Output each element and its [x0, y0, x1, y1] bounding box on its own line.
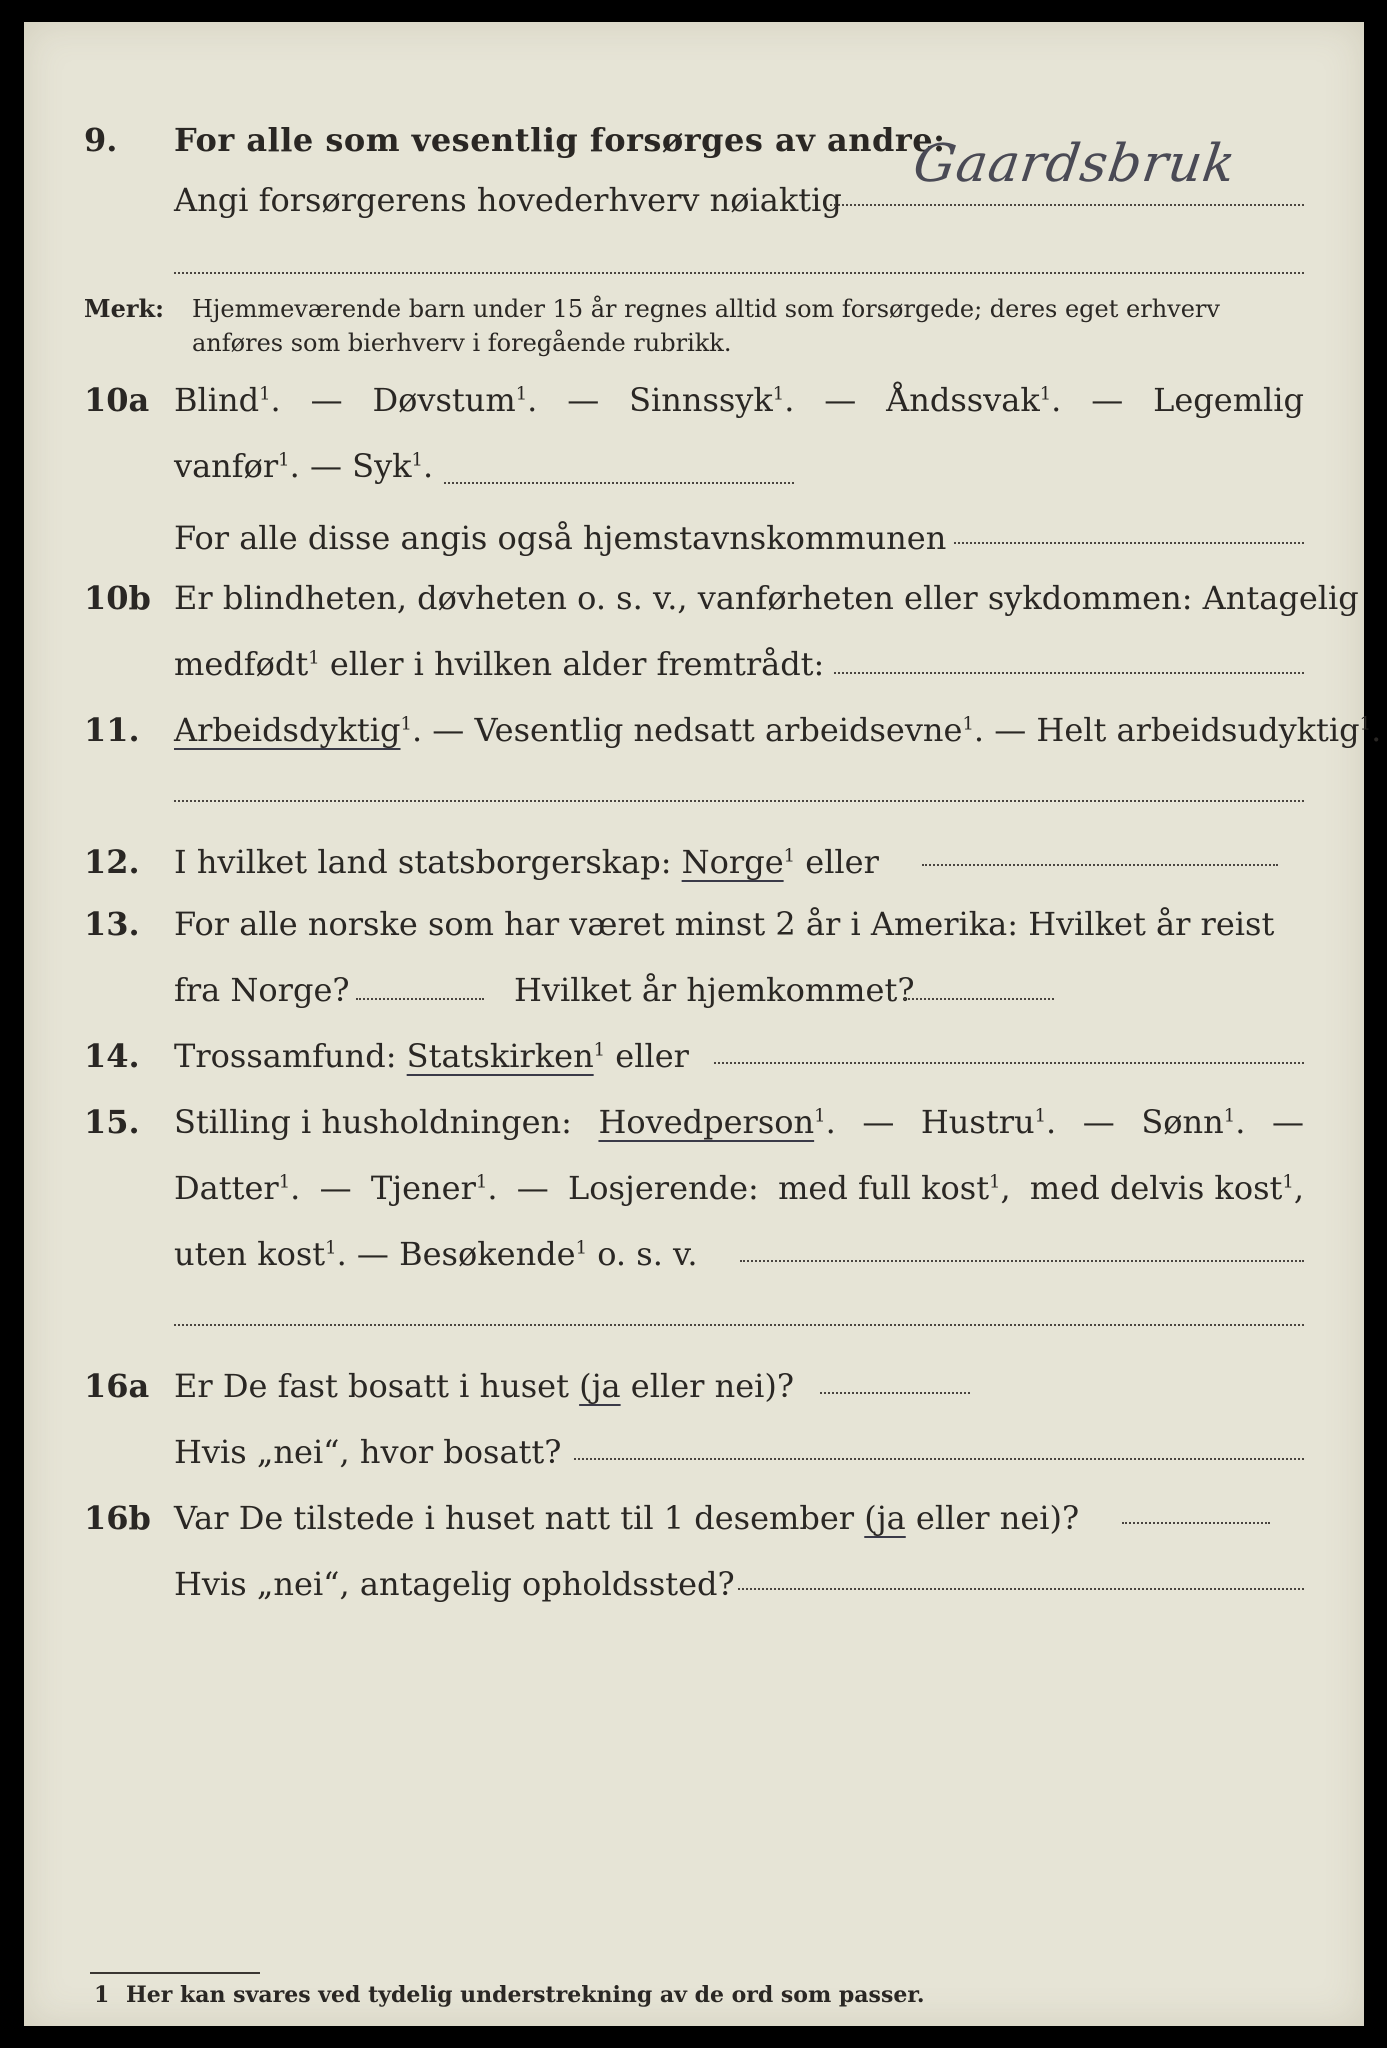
opt-nedsatt[interactable]: Vesentlig nedsatt arbeidsevne: [474, 711, 963, 749]
q16a-hvis-nei: Hvis „nei“, hvor bosatt?: [174, 1433, 562, 1471]
opt-medfodt[interactable]: medfødt: [174, 645, 309, 683]
opt-udyktig[interactable]: Helt arbeidsudyktig: [1036, 711, 1360, 749]
q15-answer-line[interactable]: [740, 1260, 1304, 1262]
footnote-text: Her kan svares ved tydelig understrekning av de ord som passer.: [126, 1982, 925, 2008]
q13-reist-line[interactable]: [356, 998, 484, 1000]
opt-statskirken[interactable]: Statskirken: [406, 1037, 594, 1075]
q13-reist: fra Norge?: [174, 971, 350, 1009]
opt-tjener[interactable]: Tjener: [370, 1169, 476, 1207]
q16a-answer-line[interactable]: [820, 1392, 970, 1394]
q10b-text1: Er blindheten, døvheten o. s. v., vanførheten eller sykdommen: Antagelig: [174, 579, 1359, 617]
q14-answer-line[interactable]: [714, 1062, 1304, 1064]
q10a-number: 10a: [84, 381, 150, 419]
q15-number: 15.: [84, 1103, 140, 1141]
q13-text1: For alle norske som har været minst 2 år i Amerika: Hvilket år reist: [174, 905, 1275, 943]
q16a-nei: eller nei)?: [630, 1367, 795, 1405]
q9-question: Angi forsørgerens hovederhverv nøiaktig: [174, 181, 842, 219]
q9-extra-line[interactable]: [174, 272, 1304, 274]
q10a-options: Blind$^1$. — Døvstum$^1$. — Sinnssyk$^1$. — Åndssvak$^1$. — Legemlig: [174, 381, 1304, 419]
q13-number: 13.: [84, 905, 140, 943]
q15-text: Stilling i husholdningen:: [174, 1103, 572, 1141]
q10b-text2: eller i hvilken alder fremtrådt:: [329, 645, 825, 683]
opt-dovstum[interactable]: Døvstum: [372, 381, 516, 419]
q9-answer-line[interactable]: [830, 204, 1304, 206]
q12-answer-line[interactable]: [922, 864, 1278, 866]
opt-delvis-kost[interactable]: med delvis kost: [1029, 1169, 1283, 1207]
merk-text-1: Hjemmeværende barn under 15 år regnes alltid som forsørgede; deres eget erhverv: [192, 295, 1220, 323]
q12-text: I hvilket land statsborgerskap:: [174, 843, 672, 881]
q13-hjemkommet: Hvilket år hjemkommet?: [514, 971, 915, 1009]
q9-handwritten-answer: Gaardsbruk: [909, 134, 1240, 194]
opt-datter[interactable]: Datter: [174, 1169, 279, 1207]
q11-number: 11.: [84, 711, 140, 749]
opt-hustru[interactable]: Hustru: [920, 1103, 1035, 1141]
opt-uten-kost[interactable]: uten kost: [174, 1235, 326, 1273]
q15-extra-line[interactable]: [174, 1324, 1304, 1326]
opt-besokende[interactable]: Besøkende: [399, 1235, 576, 1273]
q9-title: For alle som vesentlig forsørges av andre:: [174, 121, 946, 159]
q16b-number: 16b: [84, 1499, 151, 1537]
q16b-opholdssted-line[interactable]: [738, 1588, 1304, 1590]
q16a-bosatt-line[interactable]: [574, 1458, 1304, 1460]
q14-text: Trossamfund:: [174, 1037, 397, 1075]
footnote: [94, 1982, 925, 2008]
q16b-hvis-nei: Hvis „nei“, antagelig opholdssted?: [174, 1565, 735, 1603]
opt-vanfor[interactable]: vanfør: [174, 447, 279, 485]
q16a-number: 16a: [84, 1367, 150, 1405]
opt-sinnssyk[interactable]: Sinnssyk: [629, 381, 773, 419]
opt-arbeidsdyktig[interactable]: Arbeidsdyktig: [174, 711, 401, 749]
opt-blind[interactable]: Blind: [174, 381, 260, 419]
opt-hovedperson[interactable]: Hovedperson: [598, 1103, 815, 1141]
merk-label: Merk:: [84, 294, 164, 323]
opt-16a-ja[interactable]: (ja: [579, 1367, 621, 1405]
q14-tail: eller: [615, 1037, 689, 1075]
q10a-syk-line[interactable]: [444, 482, 794, 484]
q10a-hjemstavn-line[interactable]: [954, 542, 1304, 544]
q12-tail: eller: [805, 843, 879, 881]
opt-syk[interactable]: Syk: [352, 447, 412, 485]
q12-number: 12.: [84, 843, 140, 881]
opt-norge[interactable]: Norge: [681, 843, 784, 881]
q10b-number: 10b: [84, 579, 151, 617]
footnote-rule: [90, 1972, 260, 1974]
q13-hjemkommet-line[interactable]: [904, 998, 1054, 1000]
opt-legemlig[interactable]: Legemlig: [1153, 381, 1304, 419]
opt-losjerende[interactable]: Losjerende:: [567, 1169, 759, 1207]
q11-extra-line[interactable]: [174, 800, 1304, 802]
merk-text-2: anføres som bierhverv i foregående rubrikk.: [192, 329, 732, 357]
footnote-mark: 1: [94, 1982, 110, 2008]
opt-andssvak[interactable]: Åndssvak: [886, 381, 1040, 419]
q14-number: 14.: [84, 1037, 140, 1075]
opt-sonn[interactable]: Sønn: [1141, 1103, 1224, 1141]
q16a-text: Er De fast bosatt i huset: [174, 1367, 569, 1405]
census-form-page: 9. For alle som vesentlig forsørges av andre: Angi forsørgerens hovederhverv nøiaktig Gaardsbruk Merk: Hjemmeværende barn under 15 år regnes alltid som forsørgede; deres eget erhverv anføres som bierhverv i foregående rubrikk. 10a Blind$^1$. — Døvstum$^1$. — Sinnssyk$^1$. — Åndssvak$^1$. — Legemlig vanfør$^1$. — Syk$^1$. For alle disse angis også hjemstavnskommunen 10b Er blindheten, døvheten o. s. v., vanførheten eller sykdommen: Antagelig medfødt$^1$ eller i hvilken alder fremtrådt: 11. Arbeidsdyktig$^1$. — Vesentlig nedsatt arbeidsevne$^1$. — Helt arbeidsudyktig$^1$. 12. I hvilket land statsborgerskap: Norge$^1$ eller 13. For alle norske som har været minst 2 år i Amerika: Hvilket år reist fra Norge? Hvilket år hjemkommet? 14. Trossamfund: Statskirken$^1$ eller 15. Stilling i husholdningen: Hovedperson$^1$. — Hustru$^1$. — Sønn$^1$. — Datter$^1$. — Tjener$^1$. — Losjerende: med full kost$^1$, med delvis kost$^1$, uten kost$^1$. — Besøkende$^1$ o. s. v. 16a Er De fast bosatt i huset (ja eller nei)? Hvis „nei“, hvor bosatt? 16b Var De tilstede i huset natt til 1 desember (ja eller nei)? Hvis „nei“, antagelig opholdssted? 1 Her kan svares ved tydelig understrekning av de ord som passer.: [24, 22, 1364, 2026]
q10b-answer-line[interactable]: [834, 672, 1304, 674]
q15-tail: o. s. v.: [597, 1235, 698, 1273]
q10a-hjemstavn: For alle disse angis også hjemstavnskommunen: [174, 519, 947, 557]
q9-number: 9.: [84, 121, 118, 159]
opt-16b-ja[interactable]: (ja: [864, 1499, 906, 1537]
q16b-answer-line[interactable]: [1122, 1522, 1270, 1524]
q16b-nei: eller nei)?: [915, 1499, 1080, 1537]
opt-full-kost[interactable]: med full kost: [778, 1169, 990, 1207]
q16b-text: Var De tilstede i huset natt til 1 desember: [174, 1499, 855, 1537]
